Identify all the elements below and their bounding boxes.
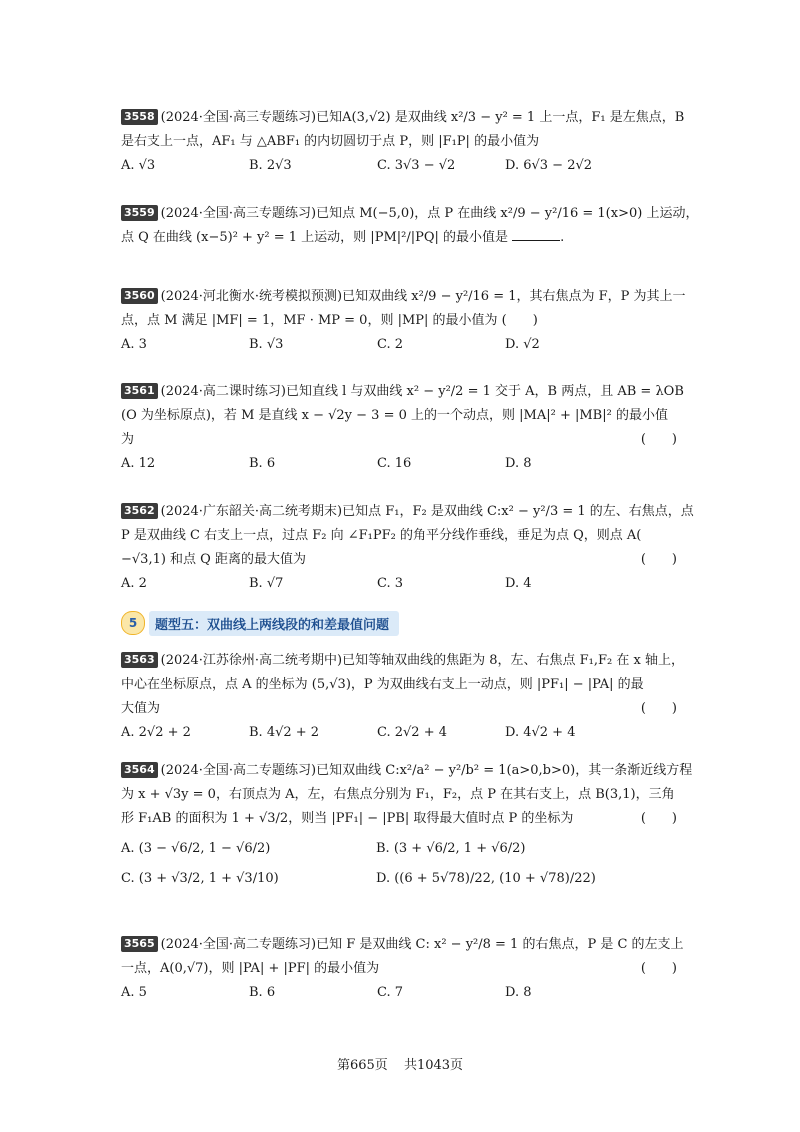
option-c[interactable]: C. 3√3 − √2	[377, 158, 456, 173]
options	[121, 333, 681, 357]
option-b[interactable]: B. 6	[249, 456, 276, 471]
options	[121, 452, 681, 476]
option-b[interactable]: B. 2√3	[249, 158, 292, 173]
option-a[interactable]: A. 2√2 + 2	[121, 725, 191, 740]
problem-text: 点 Q 在曲线 (x−5)² + y² = 1 上运动，则 |PM|²/|PQ| 的最小值是	[121, 230, 509, 245]
problem-text: 是右支上一点，AF₁ 与 △ABF₁ 的内切圆切于点 P，则 |F₁P| 的最小值为	[121, 134, 540, 149]
answer-bracket[interactable]: ( )	[640, 961, 677, 976]
problem-3562	[121, 500, 694, 596]
option-d[interactable]: D. 8	[505, 456, 532, 471]
option-c[interactable]: C. (3 + √3/2, 1 + √3/10)	[121, 871, 279, 886]
options	[121, 981, 681, 1005]
page-number: 第665页	[336, 1058, 388, 1073]
option-a[interactable]: A. 12	[121, 456, 156, 471]
problem-number: 3558	[121, 109, 158, 125]
option-b[interactable]: B. (3 + √6/2, 1 + √6/2)	[376, 841, 526, 856]
problem-text: (2024·河北衡水·统考模拟预测)已知双曲线 x²/9 − y²/16 = 1，其右焦点为 F，P 为其上一	[160, 289, 686, 304]
option-c[interactable]: C. 16	[377, 456, 412, 471]
problem-text: 中心在坐标原点，点 A 的坐标为 (5,√3)，P 为双曲线右支上一动点，则 |PF₁| − |PA| 的最	[121, 677, 644, 692]
option-c[interactable]: C. 2√2 + 4	[377, 725, 448, 740]
problem-3564	[121, 759, 693, 891]
problem-text: (2024·江苏徐州·高二统考期中)已知等轴双曲线的焦距为 8，左、右焦点 F₁,F₂ 在 x 轴上，	[160, 653, 684, 668]
options	[121, 867, 681, 891]
option-b[interactable]: B. 4√2 + 2	[249, 725, 320, 740]
problem-number: 3565	[121, 936, 158, 952]
options	[121, 721, 681, 745]
problem-number: 3561	[121, 383, 158, 399]
option-b[interactable]: B. √3	[249, 337, 284, 352]
option-c[interactable]: C. 7	[377, 985, 404, 1000]
page-total: 共1043页	[403, 1058, 464, 1073]
section-header	[121, 611, 399, 635]
option-c[interactable]: C. 3	[377, 576, 404, 591]
section-title: 题型五：双曲线上两线段的和差最值问题	[149, 611, 399, 636]
problem-text: P 是双曲线 C 右支上一点，过点 F₂ 向 ∠F₁PF₂ 的角平分线作垂线，垂足为点 Q，则点 A(	[121, 528, 642, 543]
options	[121, 837, 681, 861]
options	[121, 154, 681, 178]
option-d[interactable]: D. √2	[505, 337, 540, 352]
option-a[interactable]: A. 3	[121, 337, 147, 352]
problem-3563	[121, 649, 684, 745]
problem-text: 大值为	[121, 701, 161, 716]
problem-3558	[121, 106, 685, 178]
option-d[interactable]: D. 4	[505, 576, 532, 591]
problem-text: (2024·全国·高三专题练习)已知点 M(−5,0)，点 P 在曲线 x²/9 − y²/16 = 1(x>0) 上运动，	[160, 206, 699, 221]
problem-text: (O 为坐标原点)，若 M 是直线 x − √2y − 3 = 0 上的一个动点，则 |MA|² + |MB|² 的最小值	[121, 408, 668, 423]
options	[121, 572, 681, 596]
answer-bracket[interactable]: ( )	[640, 552, 677, 567]
problem-text: −√3,1) 和点 Q 距离的最大值为	[121, 552, 306, 567]
option-a[interactable]: A. 5	[121, 985, 147, 1000]
problem-number: 3562	[121, 503, 158, 519]
problem-3561	[121, 380, 684, 476]
problem-text: (2024·广东韶关·高二统考期末)已知点 F₁，F₂ 是双曲线 C:x² − y²/3 = 1 的左、右焦点，点	[160, 504, 694, 519]
option-d[interactable]: D. 6√3 − 2√2	[505, 158, 593, 173]
problem-text: (2024·全国·高二专题练习)已知 F 是双曲线 C: x² − y²/8 = 1 的右焦点，P 是 C 的左支上	[160, 937, 684, 952]
option-d[interactable]: D. 8	[505, 985, 532, 1000]
answer-blank[interactable]	[512, 228, 560, 241]
option-c[interactable]: C. 2	[377, 337, 404, 352]
option-b[interactable]: B. √7	[249, 576, 284, 591]
answer-bracket[interactable]: ( )	[640, 432, 677, 447]
option-a[interactable]: A. (3 − √6/2, 1 − √6/2)	[121, 841, 271, 856]
problem-text: 为	[121, 432, 135, 447]
problem-3565	[121, 933, 684, 1005]
problem-number: 3560	[121, 288, 158, 304]
option-a[interactable]: A. √3	[121, 158, 156, 173]
page-footer	[0, 1054, 800, 1073]
problem-text: 形 F₁AB 的面积为 1 + √3/2，则当 |PF₁| − |PB| 取得最大值时点 P 的坐标为	[121, 811, 574, 826]
problem-text: 点，点 M 满足 |MF| = 1，MF · MP = 0，则 |MP| 的最小值为 ( )	[121, 313, 538, 328]
option-d[interactable]: D. ((6 + 5√78)/22, (10 + √78)/22)	[376, 871, 596, 886]
section-number-icon: 5	[121, 611, 145, 635]
answer-bracket[interactable]: ( )	[640, 701, 677, 716]
problem-text: (2024·全国·高二专题练习)已知双曲线 C:x²/a² − y²/b² = 1(a>0,b>0)，其一条渐近线方程	[160, 763, 693, 778]
problem-number: 3564	[121, 762, 158, 778]
problem-text: 一点，A(0,√7)，则 |PA| + |PF| 的最小值为	[121, 961, 380, 976]
problem-3559: 3559 (2024·全国·高三专题练习)已知点 M(−5,0)，点 P 在曲线 x²/9 − y²/16 = 1(x>0) 上运动， 点 Q 在曲线 (x−5)² + y² = 1 上运动，则 |PM|²/|PQ| 的最小值是 .	[121, 206, 699, 245]
answer-bracket[interactable]: ( )	[640, 811, 677, 826]
option-d[interactable]: D. 4√2 + 4	[505, 725, 576, 740]
problem-number: 3559	[121, 205, 158, 221]
option-b[interactable]: B. 6	[249, 985, 276, 1000]
problem-3560	[121, 285, 686, 357]
problem-number: 3563	[121, 652, 158, 668]
problem-text: (2024·高二课时练习)已知直线 l 与双曲线 x² − y²/2 = 1 交于 A，B 两点，且 AB = λOB	[160, 384, 684, 399]
problem-text: (2024·全国·高三专题练习)已知A(3,√2) 是双曲线 x²/3 − y² = 1 上一点，F₁ 是左焦点，B	[160, 110, 685, 125]
option-a[interactable]: A. 2	[121, 576, 147, 591]
problem-text: 为 x + √3y = 0，右顶点为 A，左，右焦点分别为 F₁，F₂，点 P 在其右支上，点 B(3,1)，三角	[121, 787, 675, 802]
